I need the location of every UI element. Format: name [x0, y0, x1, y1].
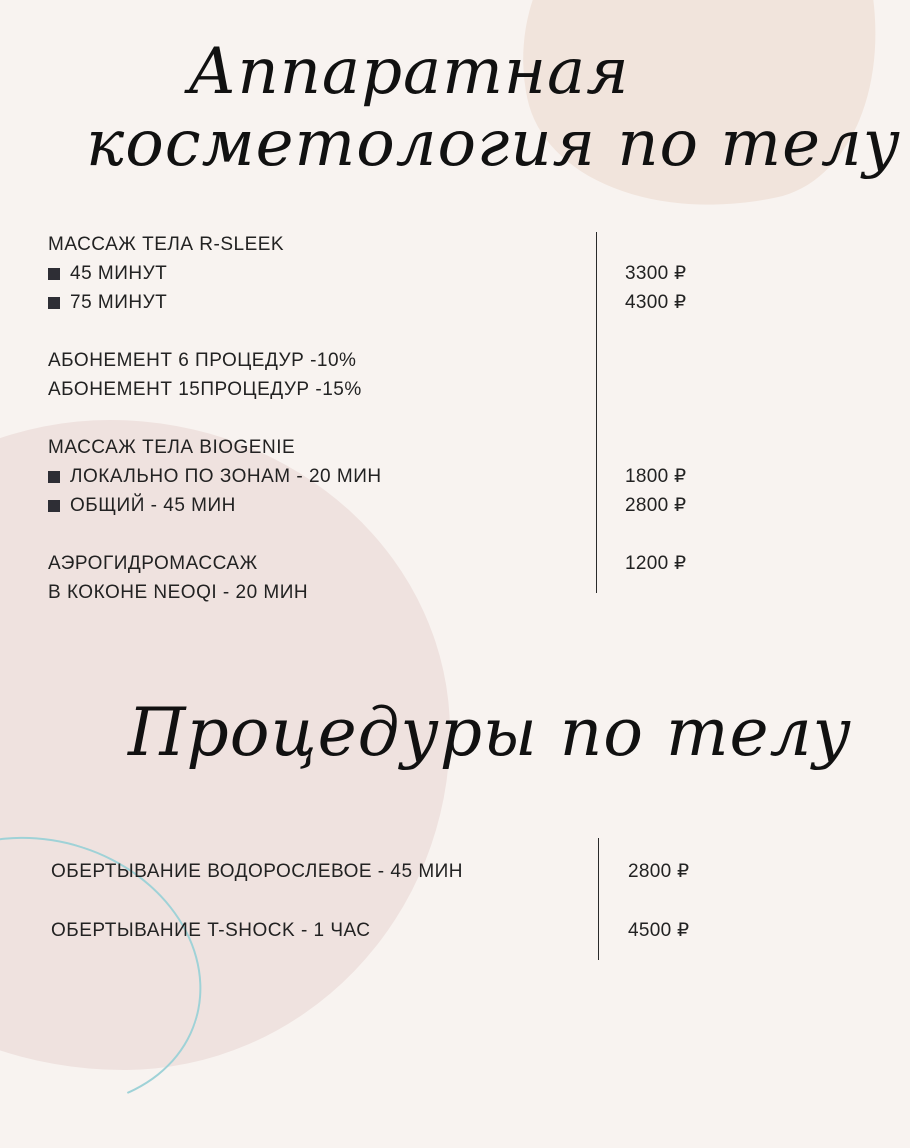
hardware-cosmetology-title-line-1: Аппаратная [188, 35, 630, 109]
biogenie-item-label: ЛОКАЛЬНО ПО ЗОНАМ - 20 МИН [70, 466, 382, 487]
biogenie-item-local [48, 462, 382, 491]
square-bullet-icon [48, 500, 60, 512]
rsleek-section [48, 230, 284, 317]
price-divider-top [596, 232, 597, 593]
price-aero: 1200 ₽ [625, 553, 687, 574]
price-wrap-tshock: 4500 ₽ [628, 920, 690, 941]
body-procedures-title: Процедуры по телу [128, 694, 852, 771]
subscriptions-section [48, 346, 362, 404]
price-rsleek-45: 3300 ₽ [625, 263, 687, 284]
rsleek-item-label: 45 МИНУТ [70, 263, 168, 284]
square-bullet-icon [48, 471, 60, 483]
wrap-item-tshock [51, 916, 371, 945]
aero-section [48, 549, 308, 607]
biogenie-section [48, 433, 382, 520]
price-biogenie-general: 2800 ₽ [625, 495, 687, 516]
rsleek-item-75 [48, 288, 284, 317]
subscription-line: АБОНЕМЕНТ 6 ПРОЦЕДУР -10% [48, 350, 357, 371]
biogenie-item-general [48, 491, 382, 520]
hardware-cosmetology-title-line-2: косметология по телу [86, 107, 901, 181]
biogenie-title: МАССАЖ ТЕЛА BIOGENIE [48, 437, 296, 458]
wrap-item-label: ОБЕРТЫВАНИЕ ВОДОРОСЛЕВОЕ - 45 МИН [51, 861, 464, 882]
aero-title-line-1: АЭРОГИДРОМАССАЖ [48, 553, 258, 574]
wrap-item-seaweed [51, 857, 463, 886]
aero-title-line-2: В КОКОНЕ NEOQI - 20 МИН [48, 582, 309, 603]
price-wrap-seaweed: 2800 ₽ [628, 861, 690, 882]
square-bullet-icon [48, 297, 60, 309]
rsleek-item-label: 75 МИНУТ [70, 292, 168, 313]
square-bullet-icon [48, 268, 60, 280]
price-divider-bottom [598, 838, 599, 960]
price-rsleek-75: 4300 ₽ [625, 292, 687, 313]
rsleek-item-45 [48, 259, 284, 288]
subscription-line: АБОНЕМЕНТ 15ПРОЦЕДУР -15% [48, 379, 362, 400]
biogenie-item-label: ОБЩИЙ - 45 МИН [70, 495, 236, 516]
price-biogenie-local: 1800 ₽ [625, 466, 687, 487]
wrap-item-label: ОБЕРТЫВАНИЕ T-SHOCK - 1 ЧАС [51, 920, 371, 941]
rsleek-title: МАССАЖ ТЕЛА R-SLEEK [48, 234, 285, 255]
